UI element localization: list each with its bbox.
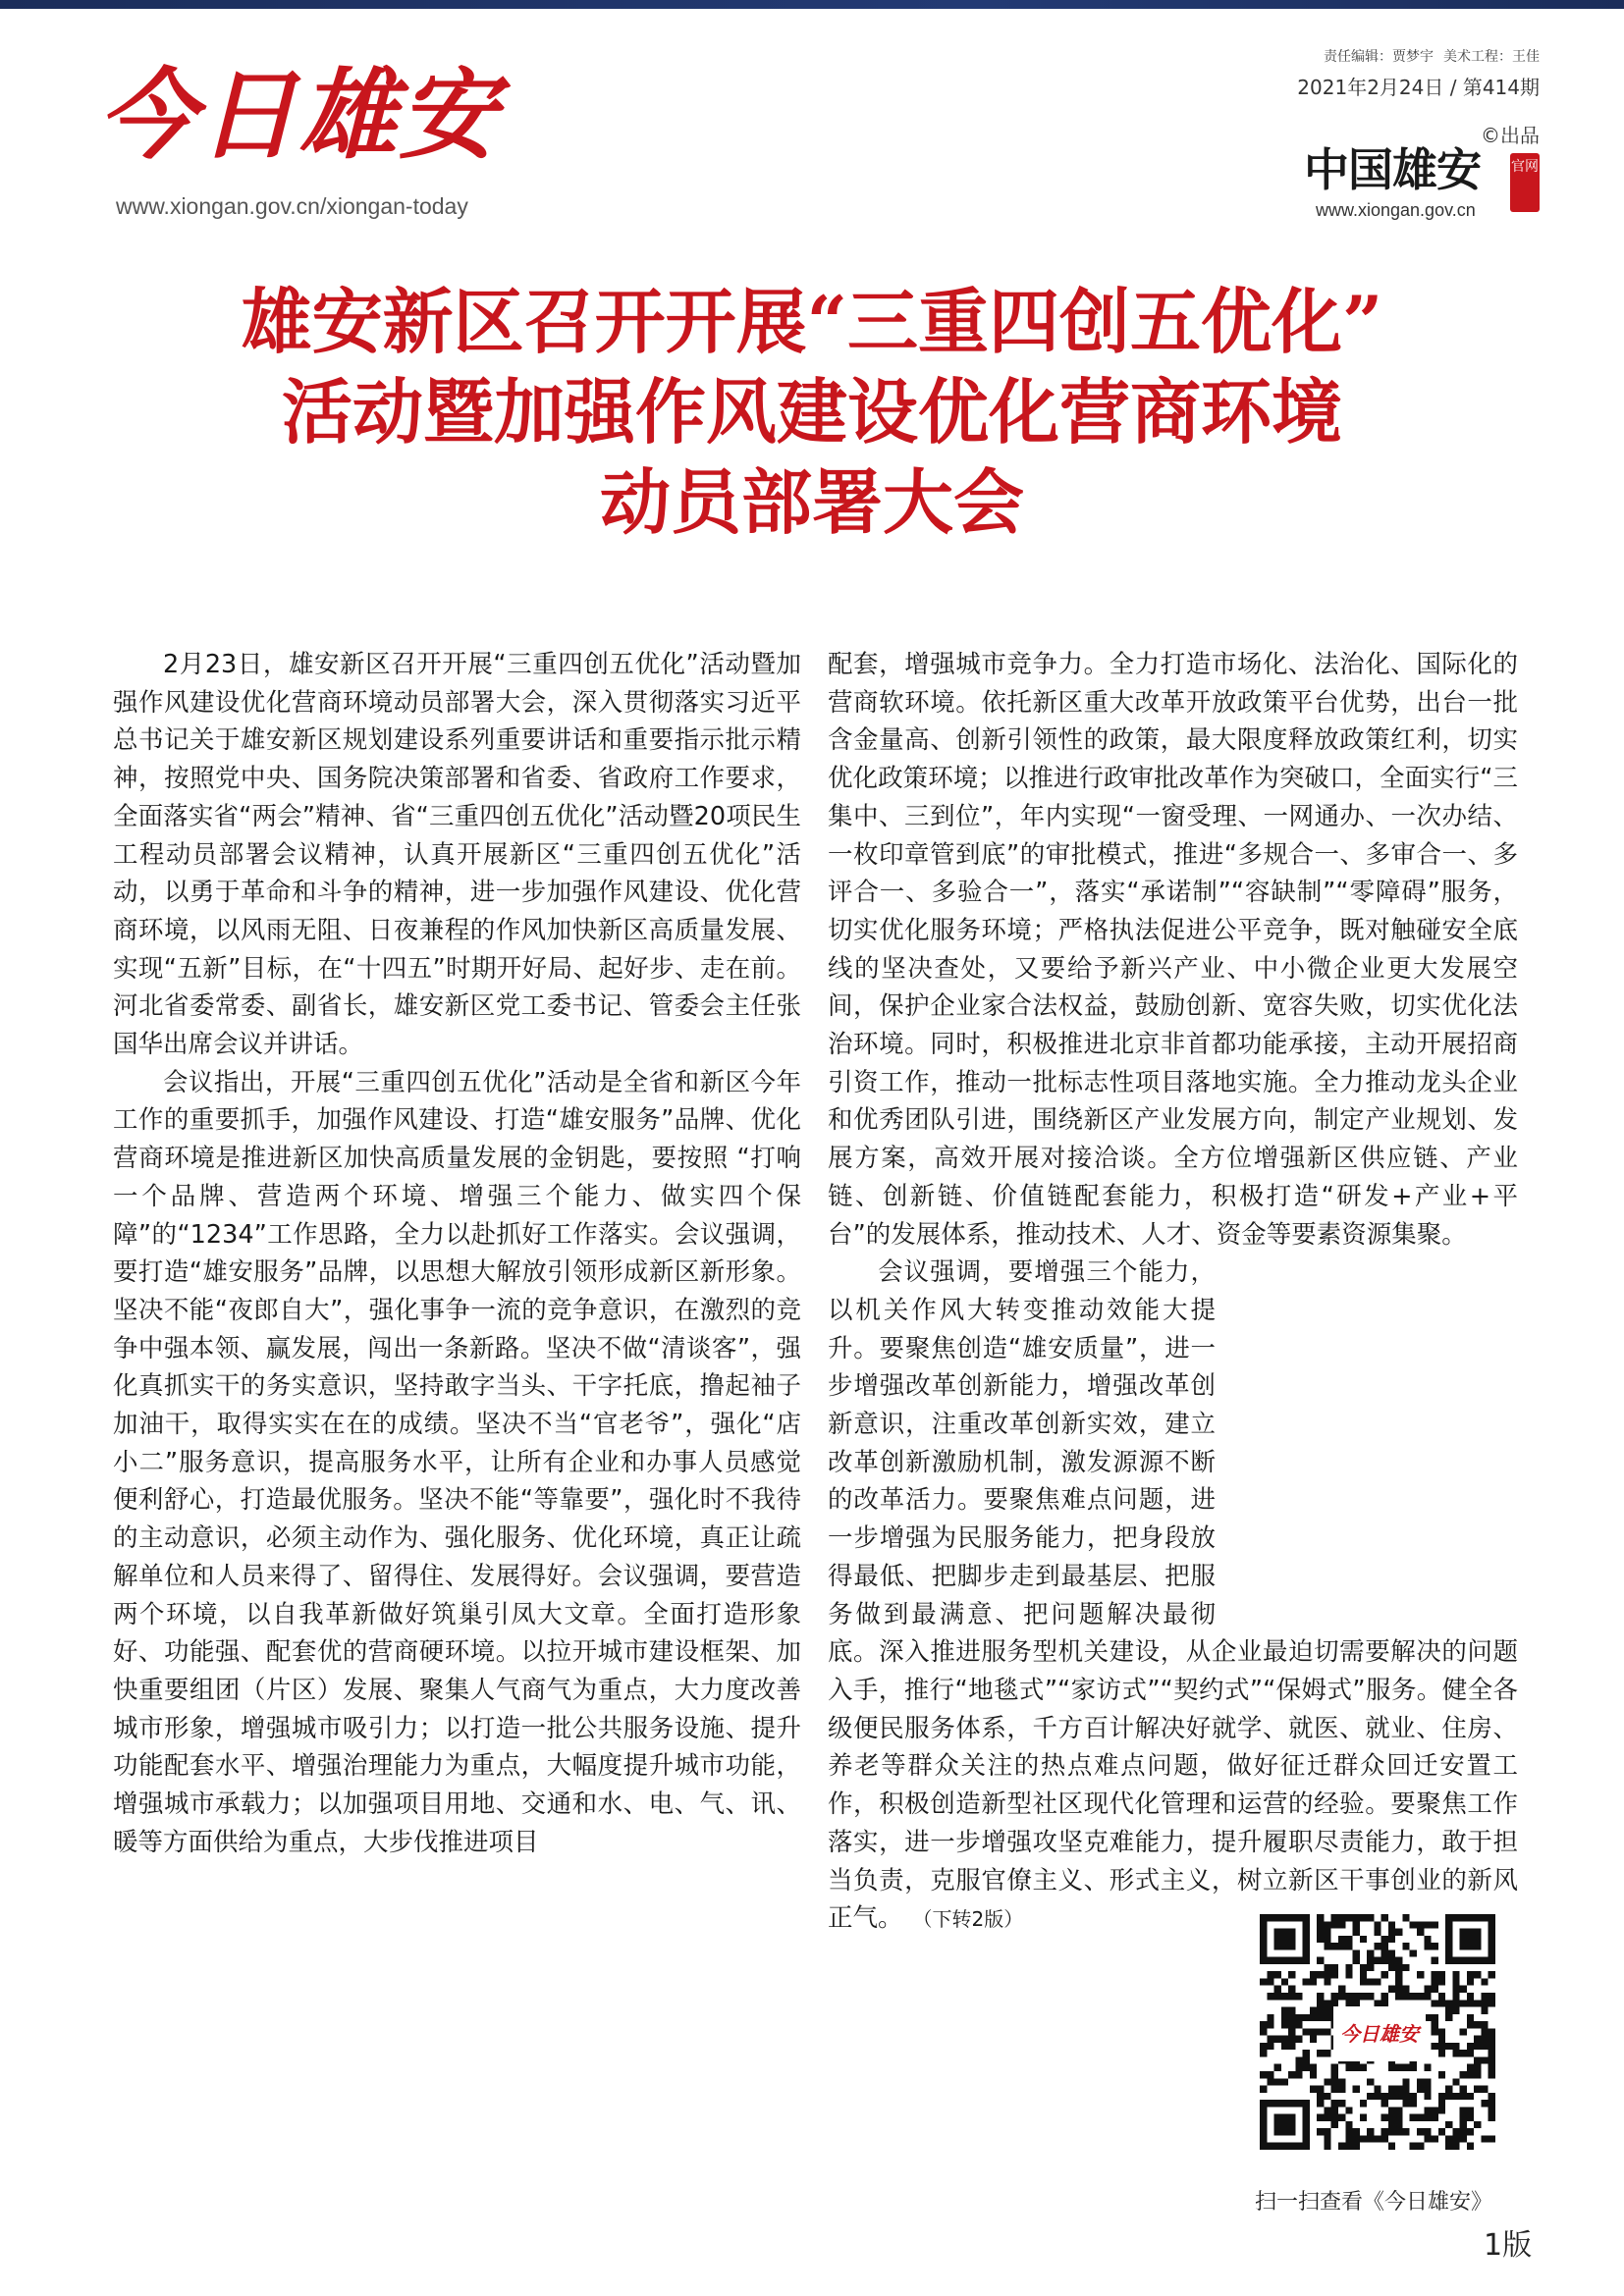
editor-name: 责任编辑：贾梦宇 bbox=[1324, 49, 1434, 65]
qr-code[interactable] bbox=[1260, 1914, 1495, 2150]
top-color-bar bbox=[0, 0, 1624, 9]
continued-note: （下转2版） bbox=[922, 1907, 1024, 1932]
page-headline bbox=[69, 277, 1555, 548]
issue-date: 2021年2月24日 / 第414期 bbox=[1297, 76, 1540, 99]
article-paragraph-1: 2月23日，雄安新区召开开展“三重四创五优化”活动暨加强作风建设优化营商环境动员部署大会，深入贯彻落实习近平总书记关于雄安新区规划建设系列重要讲话和重要指示批示精神，按照党中央、国务院决策部署和省委、省政府工作要求，全面落实省“两会”精神、省“三重四创五优化”活动暨20项民生工程动员部署会议精神，认真开展新区“三重四创五优化”活动，以勇于革命和斗争的精神，进一步加强作风建设、优化营商环境，以风雨无阻、日夜兼程的作风加快新区高质量发展、实现“五新”目标，在“十四五”时期开好局、起好步、走在前。河北省委常委、副省长，雄安新区党工委书记、管委会主任张国华出席会议并讲话。 bbox=[113, 650, 801, 1060]
page-number: 1版 bbox=[1484, 2228, 1533, 2263]
brand-url[interactable]: www.xiongan.gov.cn bbox=[1316, 200, 1476, 220]
qr-caption: 扫一扫查看《今日雄安》 bbox=[1255, 2190, 1493, 2215]
editor-credits bbox=[1324, 46, 1540, 66]
article-column-left bbox=[113, 646, 801, 2236]
art-editor-name: 美术工程：王佳 bbox=[1443, 49, 1540, 65]
headline-line-1: 雄安新区召开开展“三重四创五优化” bbox=[241, 280, 1383, 363]
article-paragraph-2-continued: 配套，增强城市竞争力。全力打造市场化、法治化、国际化的营商软环境。依托新区重大改革开放政策平台优势，出台一批含金量高、创新引领性的政策，最大限度释放政策红利，切实优化政策环境；以推进行政审批改革作为突破口，全面实行“三集中、三到位”，年内实现“一窗受理、一网通办、一次办结、一枚印章管到底”的审批模式，推进“多规合一、多审合一、多评合一、多验合一”，落实“承诺制”“容缺制”“零障碍”服务，切实优化服务环境；严格执法促进公平竞争，既对触碰安全底线的坚决查处，又要给予新兴产业、中小微企业更大发展空间，保护企业家合法权益，鼓励创新、宽容失败，切实优化法治环境。同时，积极推进北京非首都功能承接，主动开展招商引资工作，推动一批标志性项目落地实施。全力推动龙头企业和优秀团队引进，围绕新区产业发展方向，制定产业规划、发展方案，高效开展对接洽谈。全方位增强新区供应链、产业链、创新链、价值链配套能力，积极打造“研发+产业+平台”的发展体系，推动技术、人才、资金等要素资源集聚。 bbox=[828, 650, 1518, 1250]
china-xiongan-logo: 中国雄安 bbox=[1304, 143, 1481, 196]
headline-line-2: 活动暨加强作风建设优化营商环境 bbox=[281, 370, 1342, 454]
masthead-url[interactable]: www.xiongan.gov.cn/xiongan-today bbox=[116, 193, 468, 219]
qr-center-logo: 今日雄安 bbox=[1333, 2006, 1426, 2061]
masthead-logo: 今日雄安 bbox=[98, 57, 499, 173]
qr-space bbox=[1237, 1254, 1518, 1629]
official-site-seal: 官网 bbox=[1510, 153, 1540, 212]
headline-line-3: 动员部署大会 bbox=[599, 460, 1024, 544]
produced-by-label: ©出品 bbox=[1481, 124, 1540, 147]
article-paragraph-2: 会议指出，开展“三重四创五优化”活动是全省和新区今年工作的重要抓手，加强作风建设、打造“雄安服务”品牌、优化营商环境是推进新区加快高质量发展的金钥匙，要按照 “打响一个品牌、营造两个环境、增强三个能力、做实四个保障”的“1234”工作思路，全力以赴抓好工作落实。会议强调，要打造“雄安服务”品牌，以思想大解放引领形成新区新形象。坚决不能“夜郎自大”，强化事争一流的竞争意识，在激烈的竞争中强本领、赢发展，闯出一条新路。坚决不做“清谈客”，强化真抓实干的务实意识，坚持敢字当头、干字托底，撸起袖子加油干，取得实实在在的成绩。坚决不当“官老爷”，强化“店小二”服务意识，提高服务水平，让所有企业和办事人员感觉便利舒心，打造最优服务。坚决不能“等靠要”，强化时不我待的主动意识，必须主动作为、强化服务、优化环境，真正让疏解单位和人员来得了、留得住、发展得好。会议强调，要营造两个环境，以自我革新做好筑巢引凤大文章。全面打造形象好、功能强、配套优的营商硬环境。以拉开城市建设框架、加快重要组团（片区）发展、聚集人气商气为重点，大力度改善城市形象，增强城市吸引力；以打造一批公共服务设施、提升功能配套水平、增强治理能力为重点，大幅度提升城市功能，增强城市承载力；以加强项目用地、交通和水、电、气、讯、暖等方面供给为重点，大步伐推进项目 bbox=[113, 1067, 801, 1857]
article-paragraph-3-text: 会议强调，要增强三个能力，以机关作风大转变推动效能大提升。要聚焦创造“雄安质量”，进一步增强改革创新能力，增强改革创新意识，注重改革创新实效，建立改革创新激励机制，激发源源不断的改革活力。要聚焦难点问题，进一步增强为民服务能力，把身段放得最低、把脚步走到最基层、把服务做到最满意、把问题解决最彻底。深入推进服务型机关建设，从企业最迫切需要解决的问题入手，推行“地毯式”“家访式”“契约式”“保姆式”服务。健全各级便民服务体系，千方百计解决好就学、就医、就业、住房、养老等群众关注的热点难点问题，做好征迁群众回迁安置工作，积极创造新型社区现代化管理和运营的经验。要聚焦工作落实，进一步增强攻坚克难能力，提升履职尽责能力，敢于担当负责，克服官僚主义、形式主义，树立新区干事创业的新风正气。 bbox=[828, 1257, 1518, 1934]
